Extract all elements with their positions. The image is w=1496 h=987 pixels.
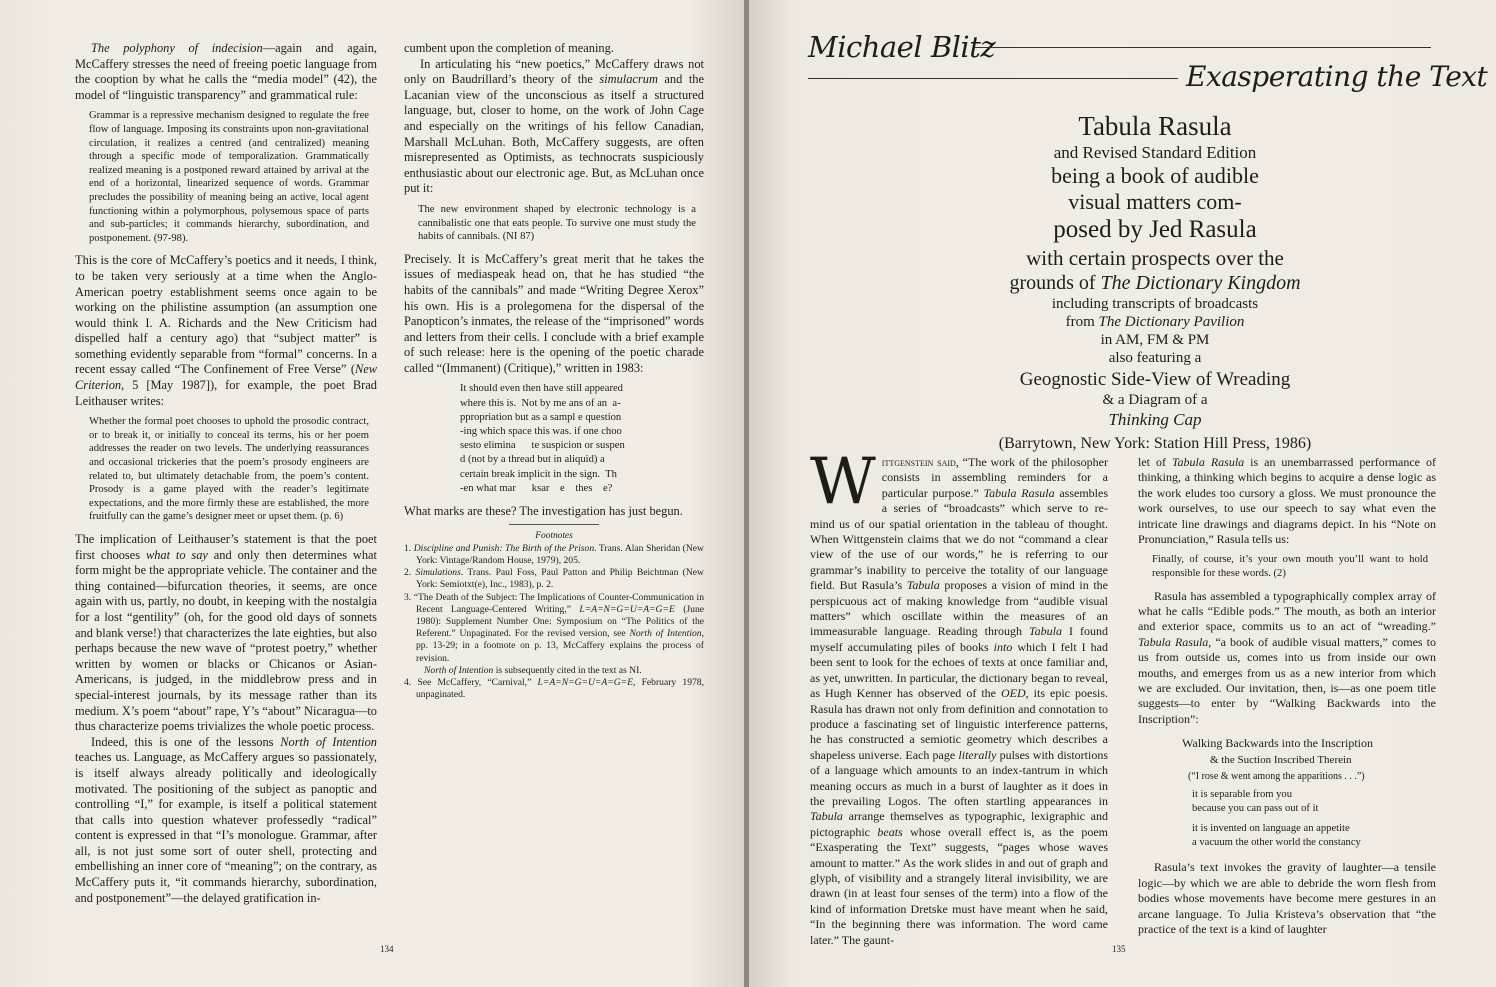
poem-line: certain break implicit in the sign. Th (460, 468, 617, 480)
poem-line: it is separable from you (1192, 789, 1293, 801)
title-line: in AM, FM & PM (1100, 332, 1210, 348)
paragraph: In articulating his “new poetics,” McCaffery draws not only on Baudrillard’s theory of the simulacrum and the Lacanian view of the unconscious as itself a structured language, but, closer to home, on the work of John Cage and especially on the writings of his fellow Canadian, Marshall McLuhan. Both, McCaffery suggests, are often misrepresented as Optimists, as technocrats suspiciously enthusiastic about our electronic age. But, as McLuhan once put it: (404, 56, 704, 196)
book-title: Tabula Rasula (1078, 111, 1232, 141)
title-line: with certain prospects over the (1026, 246, 1284, 270)
paragraph: cumbent upon the completion of meaning. (404, 41, 614, 55)
title-line: and Revised Standard Edition (1053, 143, 1257, 162)
poem-line: a vacuum the other world the constancy (1192, 837, 1361, 849)
paragraph: Indeed, this is one of the lessons North of Intention teaches us. Language, as McCaffery argues so passionately, is itself always already politically and ideologically motivated. The positioning of the subject as panoptic and controlling “I,” for example, is itself a political statement that calls into question whatever professedly “radical” content is expressed in that “I’s monologue. Grammar, after all, is not just some sort of outer shell, protecting and embellishing an inner core of “meaning”; on the contrary, as McCaffery puts it, “it commands hierarchy, subordination, and postponement”—the delayed gratification in- (75, 734, 377, 905)
article-title: Exasperating the Text (1186, 60, 1488, 93)
paragraph: This is the core of McCaffery’s poetics and it needs, I think, to be taken very seriously at a time when the Anglo-American poetry establishment seems once again to be working on the philistine assumption (an assumption one would think I. A. Richards and the New Criticism had dispelled half a century ago) that “subject matter” is something evidently separable from “formal” concerns. In a recent essay called “The Confinement of Free Verse” (New Criterion, 5 [May 1987]), for example, the poet Brad Leithauser writes: (75, 253, 377, 408)
right-column-2 (1138, 455, 1436, 935)
poem-excerpt (460, 382, 704, 496)
title-line: being a book of audible (1051, 163, 1259, 188)
author-name: Michael Blitz (808, 30, 996, 64)
footnote-continuation: North of Intention is subsequently cited in the text as NI. (424, 664, 642, 676)
title-line: posed by Jed Rasula (1053, 216, 1257, 243)
title-line: & a Diagram of a (1102, 392, 1208, 408)
paragraph: The implication of Leithauser’s statement is that the poet first chooses what to say and only then determines what form might be the appropriate vehicle. The container and the thing contained—bifurcation theories, it seems, are once again with us, partly, no doubt, in keeping with the nostalgia for a lost “gentility” (oh, for the good old days of sonnets and blank verse!) that characterizes the late eighties, but also perhaps because the new wave of “protest poetry,” whether written by women or blacks or Chicanos or Asian-Americans, is judged, in the middlebrow press and in special-interest journals, by its message rather than its medium. X’s poem “about” rape, Y’s “about” Nicaragua—to thus characterize poems trivializes the whole poetic process. (75, 532, 377, 734)
title-line: visual matters com- (1068, 189, 1242, 214)
block-quote: Grammar is a repressive mechanism designed to regulate the free flow of language. Imposing its constraints upon non-gravitational circulation, it realizes a centred (and centralized) meaning through a specific mode of temporalization. Grammatically realized meaning is a postponed reward attained by arrival at the end of a horizontal, linearized sequence of words. Grammar precludes the possibility of meaning being an active, local agent functioning within a polymorphous, polysemous space of parts and sub-particles; it commands hierarchy, subordination, and postponement. (97-98). (89, 110, 369, 244)
page-number: 135 (1112, 944, 1126, 954)
poem-line: because you can pass out of it (1192, 803, 1319, 815)
block-quote: The new environment shaped by electronic technology is a cannibalistic one that eats people. To survive one must study the habits of cannibals. (NI 87) (418, 203, 696, 243)
title-line: including transcripts of broadcasts (1051, 296, 1259, 312)
drop-cap: W (810, 445, 876, 519)
left-page (0, 0, 745, 987)
header-rule (808, 78, 1178, 79)
title-line: from The Dictionary Pavilion (1065, 314, 1245, 330)
publication-info: (Barrytown, New York: Station Hill Press, 1986) (998, 435, 1312, 452)
poem-line: d (not by a thread but in aliquid) a (460, 454, 605, 466)
footnote: 1. Discipline and Punish: The Birth of the Prison. Trans. Alan Sheridan (New York: Vintage/Random House, 1979), 205. (404, 542, 704, 566)
poem-line: ppropriation but as a sampl e question (460, 411, 622, 423)
left-column-2 (404, 41, 705, 701)
footnote-rule (509, 524, 599, 525)
paragraph: Rasula’s text invokes the gravity of laughter—a tensile logic—by which we are able to debride the worn flesh from bodies whose movements have become mere gestures in an arcane language. To Julia Kristeva’s observation that “the practice of the text is a kind of laughter (1138, 860, 1436, 936)
title-line: Geognostic Side-View of Wreading (1019, 369, 1291, 390)
book-title-block (930, 110, 1380, 456)
left-column-1 (75, 41, 378, 905)
poem-excerpt (1138, 735, 1436, 850)
poem-line: -ing which space this was. if one choo (460, 426, 622, 438)
footnote: 4. See McCaffery, “Carnival,” L=A=N=G=U=A=G=E, February 1978, unpaginated. (404, 676, 705, 701)
paragraph: Precisely. It is McCaffery’s great merit that he takes the issues of mediaspeak head on, that he has studied “the habits of the cannibals” and made “Writing Degree Xerox” his own. His is a prolegomena for the dispersal of the Panopticon’s inmates, the release of the “imprisoned” words and letters from their cells. I conclude with a brief example of such release: here is the opening of the poetic charade called “(Immanent) (Critique),” written in 1983: (404, 251, 704, 375)
title-line: Thinking Cap (1108, 410, 1202, 429)
poem-title: Walking Backwards into the Inscription (1182, 736, 1373, 751)
footnotes-heading: Footnotes (535, 530, 573, 541)
paragraph: What marks are these? The investigation has just begun. (404, 504, 683, 519)
poem-line: sesto elimina te suspicion or suspen (460, 440, 625, 452)
poem-subtitle: & the Suction Inscribed Therein (1210, 754, 1352, 767)
poem-line: it is invented on language an appetite (1192, 823, 1350, 835)
footnote: 3. “The Death of the Subject: The Implications of Counter-Communication in Recent Language-Centered Writing,” L=A=N=G=U=A=G=E (June 1980): Supplement Number One: Symposium on “The Politics of the Referent.” Unpaginated. For the revised version, see North of Intention, pp. 13-29; in a footnote on p. 13, McCaffery explains the process of revision. (404, 591, 704, 664)
footnote: 2. Simulations. Trans. Paul Foss, Paul Patton and Philip Beichtman (New York: Semiotxt(e), Inc., 1983), p. 2. (404, 567, 704, 591)
poem-line: -en what mar ksar e thes e? (460, 482, 613, 494)
poem-line: It should even then have still appeared (460, 383, 623, 395)
paragraph: Wittgenstein said, “The work of the philosopher consists in assembling reminders for a particular purpose.” Tabula Rasula assembles a series of “broadcasts” which serve to re-mind us of our spatial orientation in the tableau of thought. When Wittgenstein claims that we do not “command a clear view of the use of our words,” he is referring to our grammar’s inability to perceive the totality of our language field. But Rasula’s Tabula proposes a vision of mind in the perspicuous act of making knowledge from “audible visual matters” which oscillate within the measures of an immeasurable language. Reading through Tabula I found myself accumulating piles of books into which I felt I had been sent to look for the echoes of texts at once familiar and, as yet, unwritten. In particular, the dictionary began to reveal, as Hugh Kenner has observed of the OED, its epic poesis. Rasula has drawn not only from definition and connotation to produce a fascinating set of linguistic interference patterns, he has constructed a semiotic geometry which describes a shapeless universe. Each page literally pulses with distortions of a language which amounts to an index-tantrum in which meaning occurs as much in a burst of laughter as it does in the prevailing Logos. The often startling appearances in Tabula arrange themselves as typographic, lexigraphic and pictographic beats whose overall effect is, as the poem “Exasperating the Text” suggests, “pages whose waves amount to matter.” As the work slides in and out of graph and glyph, of visibility and a strangely literal invisibility, we are drawn (in at least four senses of the term) into a flow of the kind of information Dretske must have meant when he said, “In the beginning there was information. The word came later.” The gaunt- (810, 445, 1109, 947)
paragraph: let of Tabula Rasula is an unembarrassed performance of thinking, a thinking which begins to acquire a dense logic as the work eludes too cursory a gloss. We must pronounce the work ourselves, to use our speech to say what even the intricate line drawings and diagrams depict. In his “Note on Pronunciation,” Rasula tells us: (1138, 455, 1436, 547)
page-number: 134 (380, 944, 394, 954)
block-quote: Finally, of course, it’s your own mouth you’ll want to hold responsible for these words. (2) (1152, 554, 1428, 580)
title-line: also featuring a (1108, 350, 1202, 366)
paragraph: Rasula has assembled a typographically complex array of what he calls “Edible pods.” The mouth, as both an interior and exterior space, commits us to an act of “wreading.” Tabula Rasula, “a book of audible visual matters,” comes to us from outside us, comes into us from inside our own mouths, and emerges from us as a new interior from which we are excluded. Our invitation, then, is—as one poem title suggests—to enter by “Walking Backwards into the Inscription”: (1138, 588, 1436, 726)
block-quote: Whether the formal poet chooses to uphold the prosodic contract, or to break it, or initially to conceal its terms, his or her poem addresses the reader on two levels. The underlying reassurances and occasional trickeries that the poem’s prosody engineers are related to, but ultimately detachable from, the poem’s content. Prosody is a game played with the reader’s legitimate expectations, and the more firmly these are established, the more fruitfully can the game’s designer meet or upset them. (p. 6) (89, 416, 369, 523)
header-rule (975, 47, 1431, 48)
right-column-1 (810, 445, 1109, 947)
poem-epigraph: (“I rose & went among the apparitions . . .”) (1188, 771, 1365, 783)
paragraph: The polyphony of indecision—again and again, McCaffery stresses the need of freeing poetic language from the cooption by what he calls the “media model” (42), the model of “linguistic transparency” and grammatical rule: (75, 41, 378, 102)
title-line: grounds of The Dictionary Kingdom (1009, 272, 1301, 294)
poem-line: where this is. Not by me ans of an a- (460, 397, 621, 409)
